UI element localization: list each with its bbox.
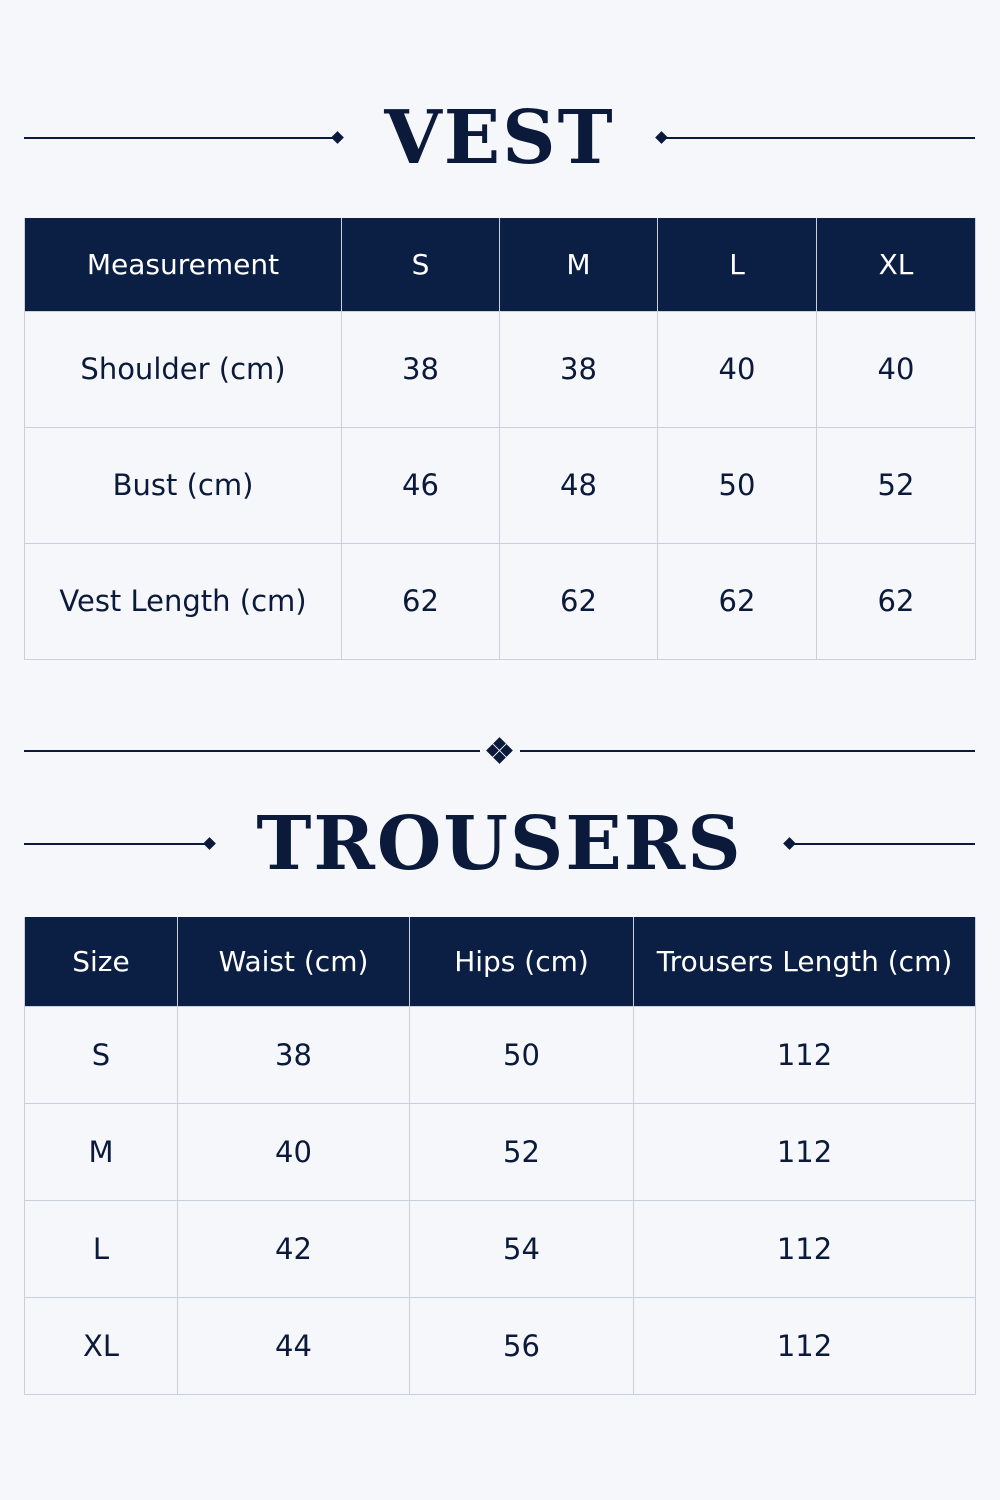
- table-cell: 52: [410, 1103, 634, 1200]
- header-cell: Measurement: [25, 218, 342, 311]
- table-cell: 62: [500, 543, 658, 659]
- diamond-ornament-icon: [480, 738, 520, 764]
- section-divider: [24, 738, 975, 764]
- table-row: [25, 1200, 976, 1297]
- table-cell: 46: [342, 427, 500, 543]
- divider-rule-right: [520, 750, 976, 752]
- table-cell: 48: [500, 427, 658, 543]
- table-cell: 56: [410, 1297, 634, 1394]
- trousers-title-row: [24, 801, 975, 887]
- vest-title-row: [24, 95, 975, 181]
- measurement-label: Bust (cm): [25, 427, 342, 543]
- size-label: M: [25, 1103, 178, 1200]
- table-cell: 112: [634, 1103, 976, 1200]
- table-cell: 40: [817, 311, 976, 427]
- table-row: [25, 311, 976, 427]
- table-cell: 112: [634, 1006, 976, 1103]
- title-rule-right: [789, 843, 975, 845]
- table-cell: 38: [342, 311, 500, 427]
- table-row: [25, 1297, 976, 1394]
- table-cell: 54: [410, 1200, 634, 1297]
- header-cell: Size: [25, 917, 178, 1006]
- table-header-row: [25, 917, 976, 1006]
- header-cell: XL: [817, 218, 976, 311]
- divider-rule-left: [24, 750, 480, 752]
- table-cell: 38: [178, 1006, 410, 1103]
- measurement-label: Vest Length (cm): [25, 543, 342, 659]
- table-row: [25, 1103, 976, 1200]
- table-cell: 40: [658, 311, 817, 427]
- header-cell: Hips (cm): [410, 917, 634, 1006]
- table-cell: 112: [634, 1297, 976, 1394]
- header-cell: Waist (cm): [178, 917, 410, 1006]
- title-rule-left: [24, 137, 338, 139]
- table-row: [25, 1006, 976, 1103]
- table-row: [25, 543, 976, 659]
- table-cell: 112: [634, 1200, 976, 1297]
- table-cell: 50: [658, 427, 817, 543]
- table-cell: 40: [178, 1103, 410, 1200]
- header-cell: M: [500, 218, 658, 311]
- vest-size-table: [24, 218, 976, 660]
- table-cell: 50: [410, 1006, 634, 1103]
- table-cell: 62: [342, 543, 500, 659]
- measurement-label: Shoulder (cm): [25, 311, 342, 427]
- table-row: [25, 427, 976, 543]
- table-cell: 62: [817, 543, 976, 659]
- table-cell: 42: [178, 1200, 410, 1297]
- size-label: L: [25, 1200, 178, 1297]
- size-label: XL: [25, 1297, 178, 1394]
- header-cell: S: [342, 218, 500, 311]
- header-cell: Trousers Length (cm): [634, 917, 976, 1006]
- trousers-size-table: [24, 917, 976, 1395]
- table-cell: 62: [658, 543, 817, 659]
- vest-title: VEST: [384, 95, 615, 181]
- table-cell: 44: [178, 1297, 410, 1394]
- header-cell: L: [658, 218, 817, 311]
- title-rule-left: [24, 843, 210, 845]
- table-header-row: [25, 218, 976, 311]
- title-rule-right: [661, 137, 975, 139]
- table-cell: 52: [817, 427, 976, 543]
- trousers-title: TROUSERS: [256, 801, 743, 887]
- size-label: S: [25, 1006, 178, 1103]
- table-cell: 38: [500, 311, 658, 427]
